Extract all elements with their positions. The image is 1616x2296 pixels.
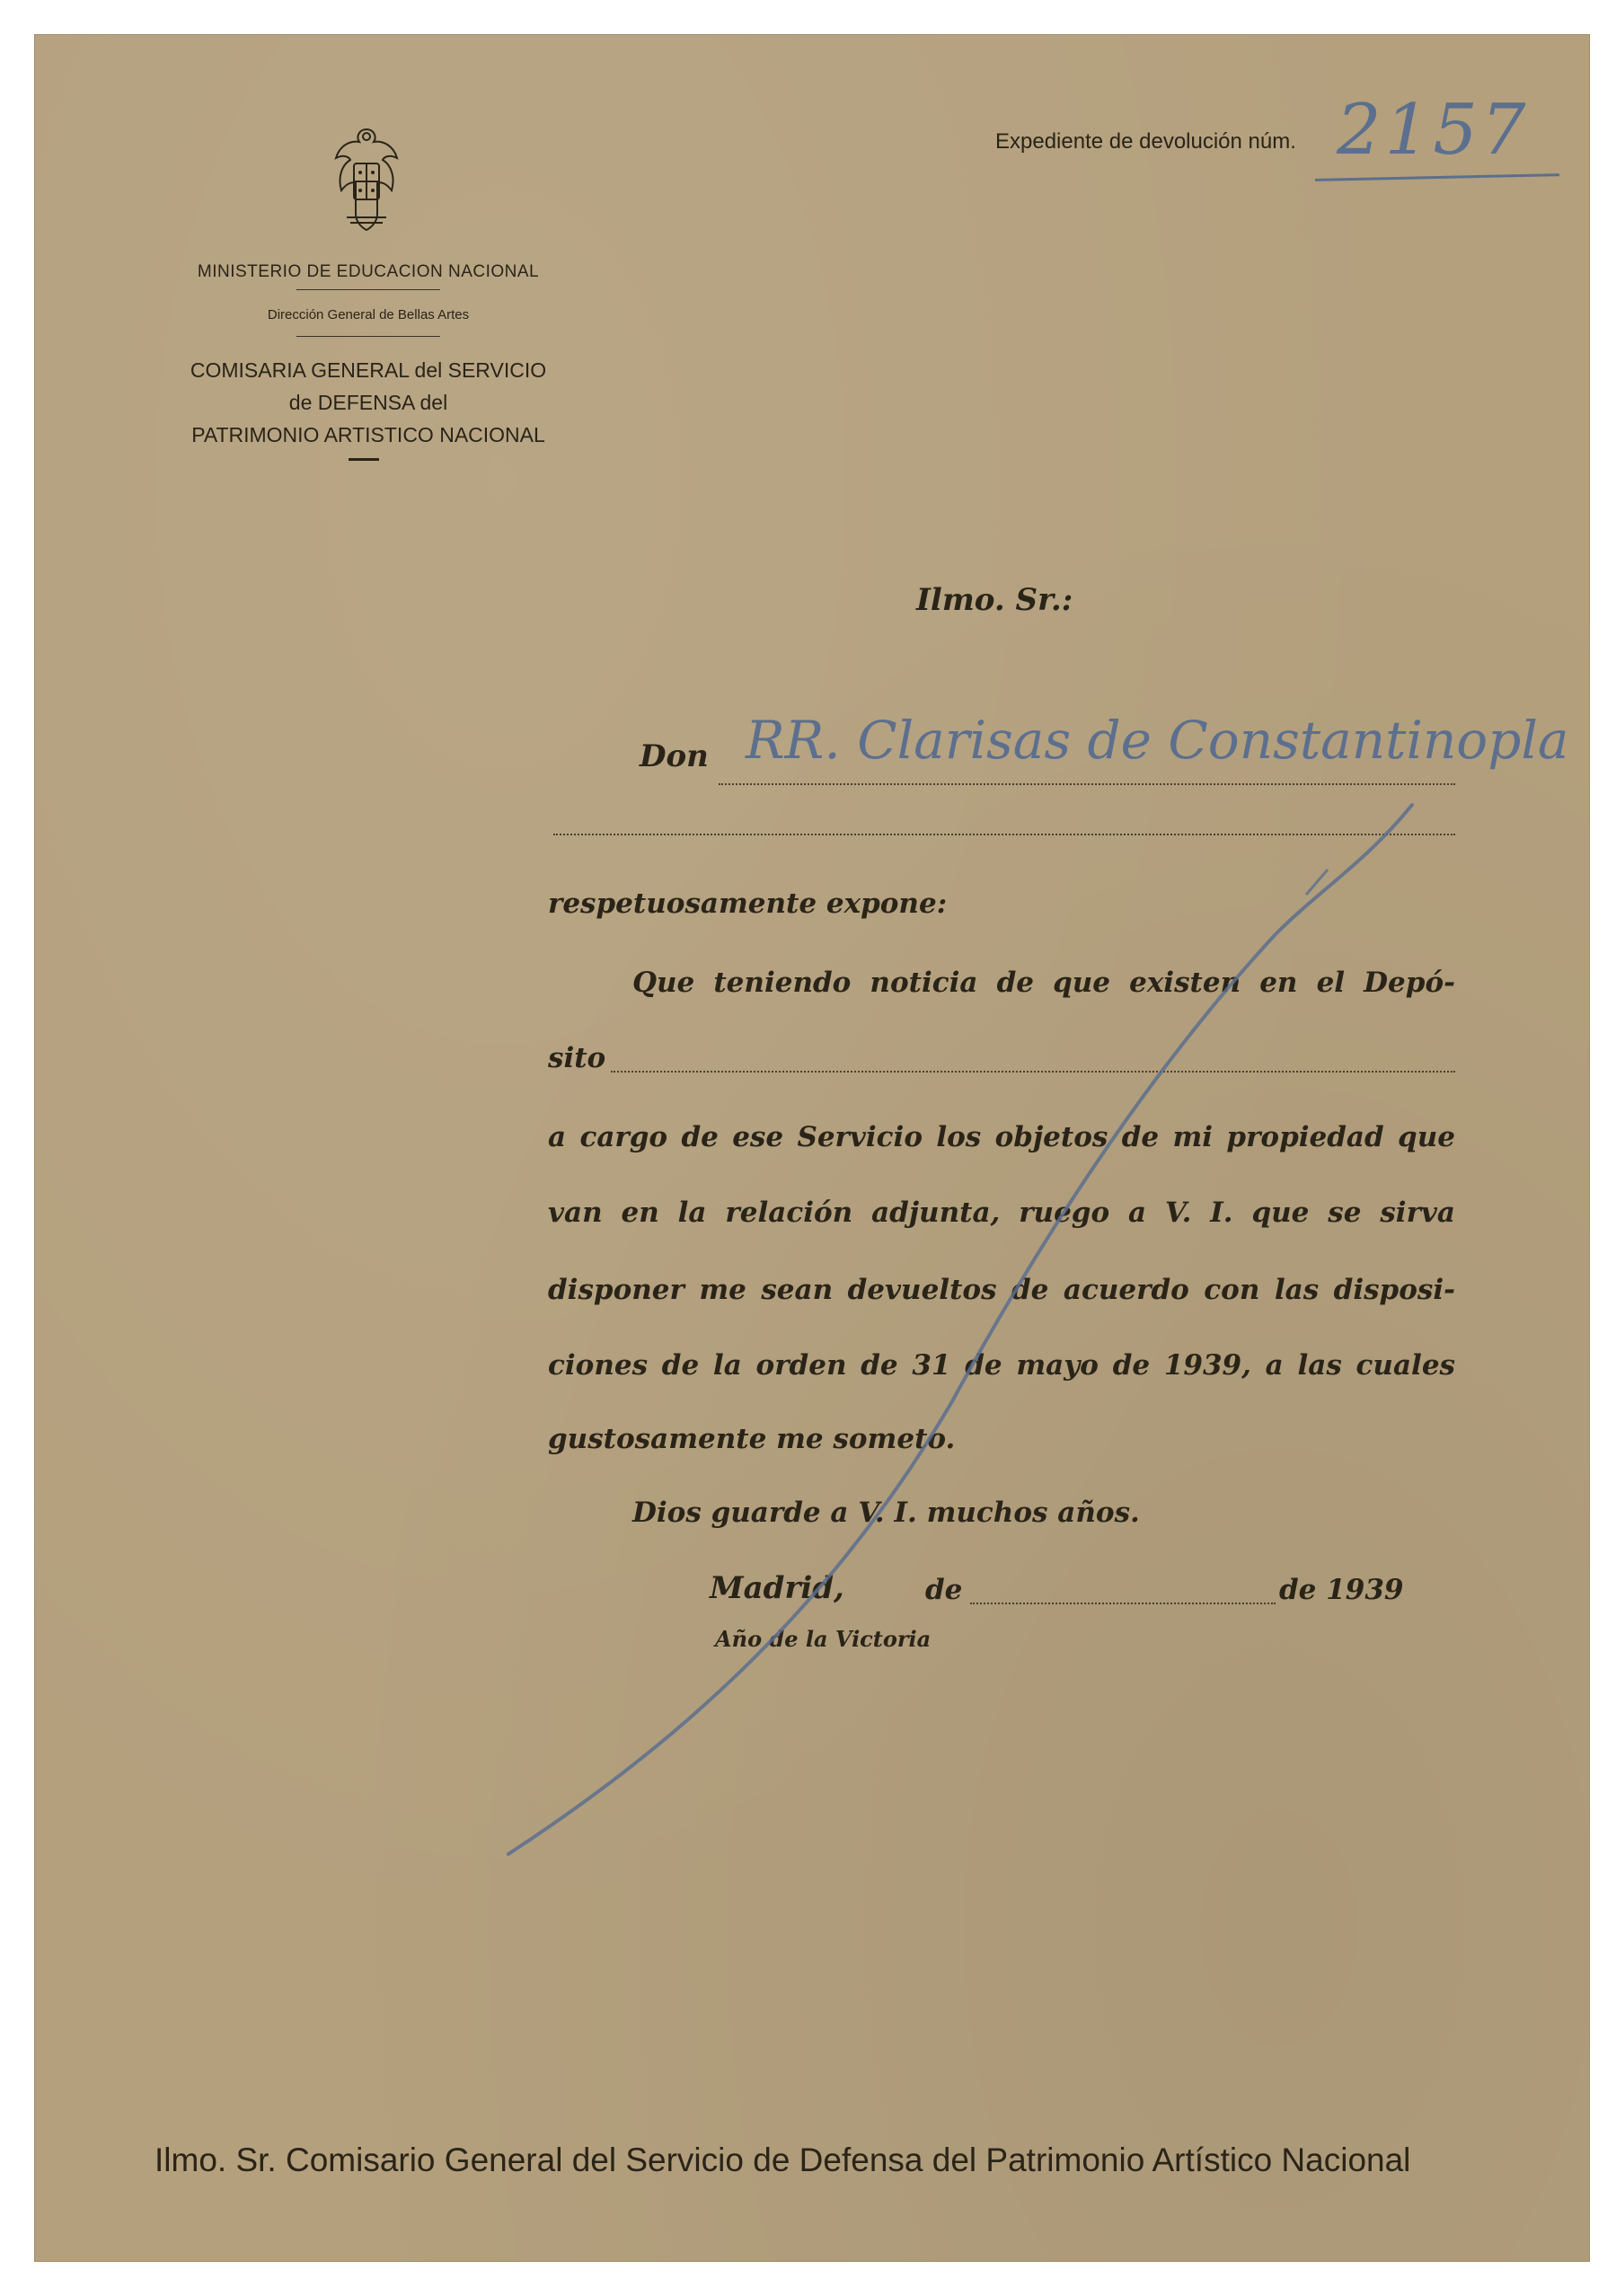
year-label: de 1939 [1279, 1574, 1404, 1606]
comisaria-line-1: COMISARIA GENERAL del SERVICIO [190, 358, 547, 382]
body-line-2: sito [548, 1042, 606, 1074]
divider [349, 458, 379, 461]
divider [296, 336, 440, 337]
date-de-label: de [925, 1574, 963, 1606]
dotted-line [553, 834, 1455, 835]
addressee-footer: Ilmo. Sr. Comisario General del Servicio de Defensa del Patrimonio Artístico Nacional [155, 2141, 1411, 2178]
body-line-6: ciones de la orden de 31 de mayo de 1939, a las cuales [548, 1349, 1455, 1382]
body-line-1: Que teniendo noticia de que existen en el Depó- [632, 967, 1455, 999]
direccion-name: Dirección General de Bellas Artes [267, 307, 470, 322]
petitioner-name: RR. Clarisas de Constantinopla [746, 710, 1569, 771]
divider [296, 289, 440, 290]
don-label: Don [640, 738, 709, 774]
comisaria-line-2: de DEFENSA del [288, 391, 448, 414]
dotted-line [970, 1603, 1276, 1604]
dotted-line [611, 1071, 1455, 1073]
closing-line: Dios guarde a V. I. muchos años. [632, 1497, 1140, 1529]
expediente-underline [1315, 173, 1559, 181]
body-line-4: van en la relación adjunta, ruego a V. I. que se sirva [548, 1197, 1455, 1229]
ministry-name: MINISTERIO DE EDUCACION NACIONAL [197, 262, 540, 281]
comisaria-name [153, 354, 584, 451]
body-line-3: a cargo de ese Servicio los objetos de mi propiedad que [548, 1121, 1455, 1153]
victoria-label: Año de la Victoria [715, 1626, 932, 1652]
coat-of-arms-icon [323, 124, 410, 235]
salutation: Ilmo. Sr.: [916, 582, 1073, 618]
body-line-5: disponer me sean devueltos de acuerdo con las disposi- [548, 1274, 1455, 1306]
expediente-label: Expediente de devolución núm. [995, 129, 1296, 154]
body-line-7: gustosamente me someto. [548, 1423, 956, 1455]
place-label: Madrid, [710, 1570, 844, 1606]
expediente-number: 2157 [1337, 90, 1530, 171]
comisaria-line-3: PATRIMONIO ARTISTICO NACIONAL [191, 423, 545, 446]
dotted-line [719, 783, 1455, 785]
intro-text: respetuosamente expone: [548, 887, 948, 920]
